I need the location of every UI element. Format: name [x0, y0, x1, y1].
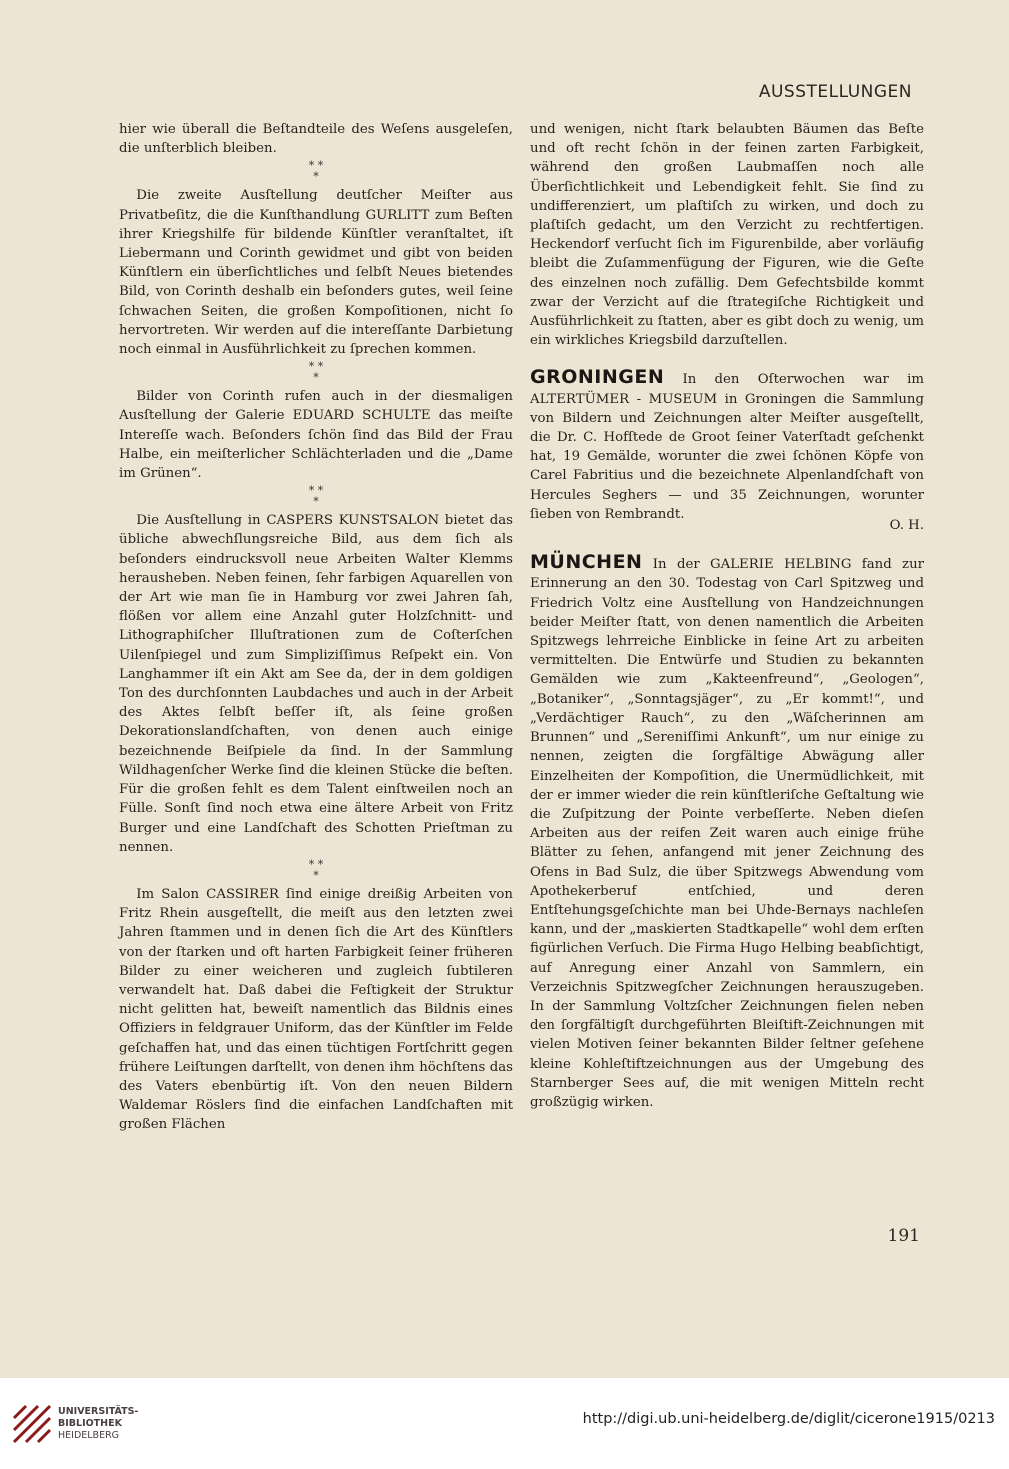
muenchen-heading: MÜNCHEN: [530, 551, 643, 574]
separator-bottom: *: [313, 495, 319, 509]
muenchen-text: In der GALERIE HELBING fand zur Erinnerung an den 30. Todestag von Carl Spitzweg und Friedrich Voltz eine Ausſtellung von Handzeichnungen beider Meiſter ſtatt, von denen namentlich die Arbeiten Spitzwegs lehrreiche Einblicke in ſeine Art zu arbeiten vermittelten. Die Entwürfe und Studien zu bekannten Gemälden wie zum „Kakteenfreund“, „Geologen“, „Botaniker“, „Sonntagsjäger“, zu „Er kommt!“, und „Verdächtiger Rauch“, zu den „Wäſcherinnen am Brunnen“ und „Sereniſſimi Ankunft“, um nur einige zu nennen, zeigten die ſorgfältige Abwägung aller Einzelheiten der Kompoſition, die Unermüdlichkeit, mit der er immer wieder die rein künſtleriſche Geſtaltung wie die Zuſpitzung der Pointe verbeſſerte. Neben dieſen Arbeiten aus der reifen Zeit waren auch einige frühe Blätter zu ſehen, anfangend mit jener Zeichnung des Ofens in Bad Sulz, die über Spitzwegs Abwendung vom Apothekerberuf entſchied, und deren Entſtehungsgeſchichte man bei Uhde-Bernays nachleſen kann, und der „maskierten Stadtkapelle“ wohl dem erſten figürlichen Verſuch. Die Firma Hugo Helbing beabſichtigt, auf Anregung einer Anzahl von Sammlern, ein Verzeichnis Spitzwegſcher Zeichnungen herauszugeben. In der Sammlung Voltzſcher Zeichnungen fielen neben den ſorgfältigſt durchgeführten Bleiſtift-Zeichnungen mit vielen Motiven ſeiner bekannten Bilder ſeltner geſehene kleine Kohleſtiftzeichnungen aus der Umgebung des Starnberger Sees auf, die mit wenigen Mitteln recht großzügig wirken.: [530, 557, 925, 1110]
section-separator: [119, 158, 513, 186]
left-paragraph-2: Die zweite Ausſtellung deutſcher Meiſter aus Privatbeſitz, die die Kunſthandlung GURLITT zum Beſten ihrer Kriegshilfe für bildende Künſtler veranſtaltet, iſt Liebermann und Corinth gewidmet und gibt von beiden Künſtlern ein überſichtliches und ſelbſt Neues bietendes Bild, von Corinth deshalb ein beſonders gutes, weil ſeine ſchwachen Seiten, die großen Kompoſitionen, nicht ſo hervortreten. Wir werden auf die intereſſante Darbietung noch einmal in Ausführlichkeit zu ſprechen kommen.: [119, 188, 513, 358]
footer-bar: [0, 1378, 1009, 1469]
separator-bottom: *: [313, 170, 319, 184]
separator-top: * *: [308, 484, 324, 498]
library-name-line-1: UNIVERSITÄTS-: [58, 1406, 139, 1417]
right-paragraph-1: und wenigen, nicht ſtark belaubten Bäumen das Beſte und oft recht ſchön in der feinen zarten Farbigkeit, während den großen Laubmaſſen noch alle Überſichtlichkeit und Lebendigkeit fehlt. Sie ſind zu undifferenziert, um plaſtiſch zu wirken, und doch zu plaſtiſch gedacht, um den Verzicht zu rechtfertigen. Heckendorf verſucht ſich im Figurenbilde, aber vorläufig bleibt die Zuſammenfügung der Figuren, wie die Geſte des einzelnen noch zufällig. Dem Gefechtsbilde kommt zwar der Verzicht auf die ſtrategiſche Richtigkeit und Ausführlichkeit zu ſtatten, aber es gibt doch zu wenig, um ein wirkliches Kriegsbild darzuſtellen.: [530, 122, 924, 349]
separator-bottom: *: [313, 371, 319, 385]
library-name-line-3: HEIDELBERG: [58, 1430, 120, 1441]
source-url-link[interactable]: http://digi.ub.uni-heidelberg.de/diglit/cicerone1915/0213: [582, 1411, 995, 1427]
library-logo-icon: [10, 1402, 54, 1446]
groningen-paragraph: [530, 368, 924, 535]
left-column: [119, 120, 513, 1135]
left-paragraph-5: Im Salon CASSIRER ſind einige dreißig Arbeiten von Fritz Rhein ausgeſtellt, die meiſt aus den letzten zwei Jahren ſtammen und in denen ſich die Art des Künſtlers von der ſtarken und oft harten Farbigkeit ſeiner früheren Bilder zu einer weicheren und zugleich ſubtileren verwandelt hat. Daß dabei die Feſtigkeit der Struktur nicht gelitten hat, beweiſt namentlich das Bildnis eines Offiziers in feldgrauer Uniform, das der Künſtler im Felde geſchaffen hat, und das einen tüchtigen Fortſchritt gegen frühere Leiſtungen darſtellt, von denen ihm höchſtens das des Vaters ebenbürtig iſt. Von den neuen Bildern Waldemar Röslers ſind die einfachen Landſchaften mit großen Flächen: [119, 886, 513, 1133]
separator-top: * *: [308, 857, 324, 871]
left-paragraph-4: Die Ausſtellung in CASPERS KUNSTSALON bietet das übliche abwechſlungsreiche Bild, aus dem ſich als beſonders eindrucksvoll neue Arbeiten Walter Klemms herausheben. Neben feinen, ſehr farbigen Aquarellen von der Art wie man ſie in Hamburg vor zwei Jahren ſah, flößen vor allem eine Anzahl guter Holzſchnitt- und Lithographiſcher Illuſtrationen zum de Coſterſchen Uilenſpiegel und zum Simpliziſſimus Reſpekt ein. Von Langhammer iſt ein Akt am See da, der in dem goldigen Ton des durchſonnten Laubdaches und auch in der Arbeit des Aktes ſelbſt beſſer iſt, als ſeine großen Dekorationslandſchaften, von denen auch einige bezeichnende Beiſpiele da ſind. In der Sammlung Wildhagenſcher Werke ſind die kleinen Stücke die beſten. Für die großen fehlt es dem Talent einſtweilen noch an Fülle. Sonſt ſind noch etwa eine ältere Arbeit von Fritz Burger und eine Landſchaft des Schotten Prieſtman zu nennen.: [119, 513, 513, 855]
separator-top: * *: [308, 360, 324, 374]
library-name: [58, 1406, 138, 1442]
groningen-text: In den Oſterwochen war im ALTERTÜMER - MUSEUM in Groningen die Sammlung von Bildern und Zeichnungen alter Meiſter ausgeſtellt, die Dr. C. Hofſtede de Groot ſeiner Vaterſtadt geſchenkt hat, 19 Gemälde, worunter die zwei ſchönen Köpfe von Carel Fabritius und die bezeichnete Alpenlandſchaft von Hercules Seghers — und 35 Zeichnungen, worunter ſieben von Rembrandt.: [530, 372, 924, 522]
muenchen-paragraph: [530, 553, 924, 1112]
library-name-line-2: BIBLIOTHEK: [58, 1418, 122, 1429]
separator-top: * *: [308, 159, 324, 173]
right-column: [530, 120, 924, 1112]
left-paragraph-1: hier wie überall die Beſtandteile des Weſens ausgeleſen, die unſterblich bleiben.: [119, 122, 513, 157]
separator-bottom: *: [313, 868, 319, 882]
page-number: 191: [887, 1226, 920, 1246]
section-separator: [119, 359, 513, 387]
author-signature: O. H.: [889, 518, 924, 534]
section-separator: [119, 483, 513, 511]
left-paragraph-3: Bilder von Corinth rufen auch in der diesmaligen Ausſtellung der Galerie EDUARD SCHULTE das meiſte Intereſſe wach. Beſonders ſchön ſind das Bild der Frau Halbe, ein meiſterlicher Schlächterladen und die „Dame im Grünen“.: [119, 389, 513, 482]
groningen-heading: GRONINGEN: [530, 366, 665, 389]
running-head: AUSSTELLUNGEN: [758, 82, 912, 102]
section-separator: [119, 857, 513, 885]
